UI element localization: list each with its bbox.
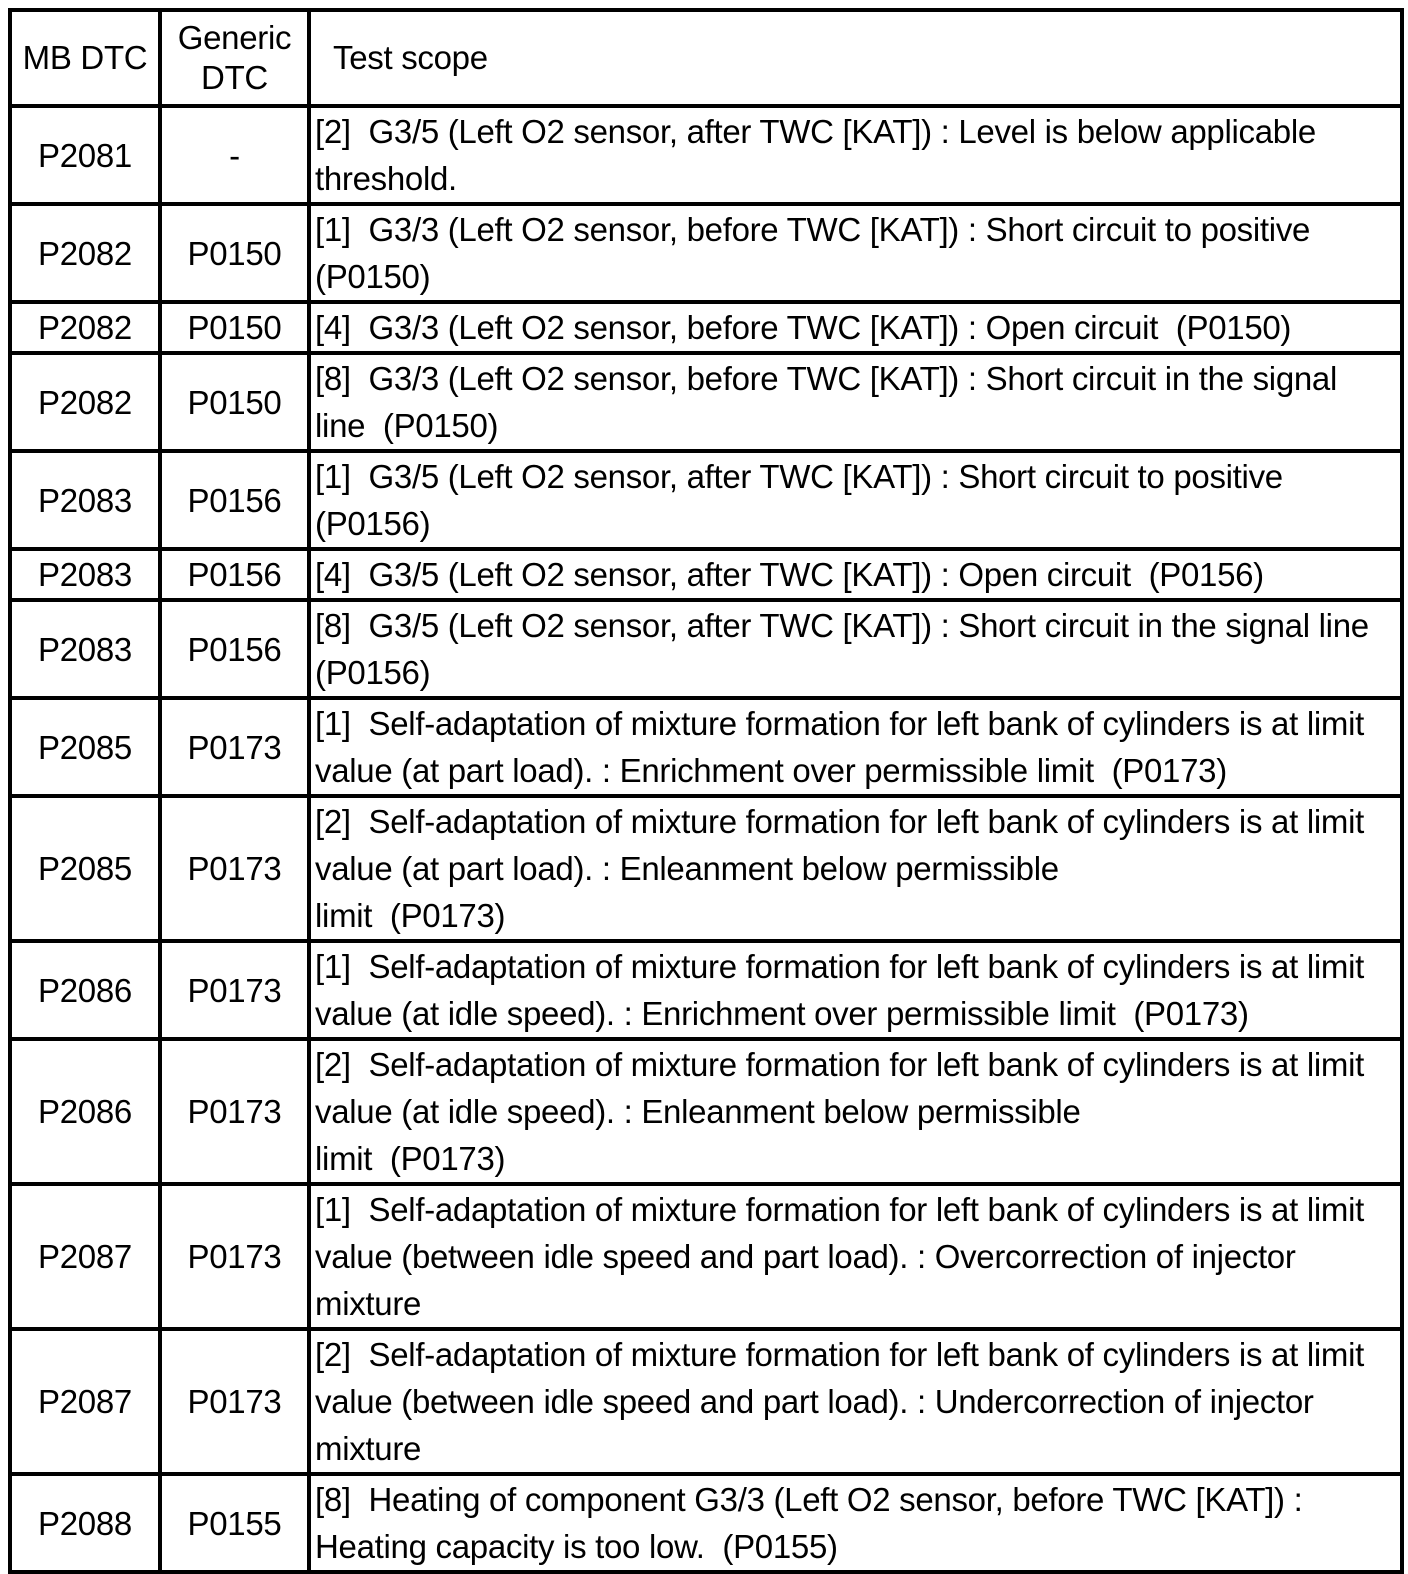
table-header-row xyxy=(10,10,1402,106)
table-row xyxy=(10,1329,1402,1474)
generic-dtc-cell: P0173 xyxy=(160,796,309,941)
table-row xyxy=(10,1474,1402,1572)
mb-dtc-cell: P2087 xyxy=(10,1329,160,1474)
test-scope-cell: [4] G3/5 (Left O2 sensor, after TWC [KAT]) : Open circuit (P0156) xyxy=(309,549,1402,600)
table-row xyxy=(10,1184,1402,1329)
mb-dtc-cell: P2082 xyxy=(10,353,160,451)
generic-dtc-cell: P0156 xyxy=(160,600,309,698)
test-scope-cell: [2] G3/5 (Left O2 sensor, after TWC [KAT]) : Level is below applicable threshold. xyxy=(309,106,1402,204)
generic-dtc-cell: P0155 xyxy=(160,1474,309,1572)
mb-dtc-cell: P2087 xyxy=(10,1184,160,1329)
generic-dtc-cell: P0156 xyxy=(160,451,309,549)
table-row xyxy=(10,796,1402,941)
test-scope-cell: [1] Self-adaptation of mixture formation for left bank of cylinders is at limit value (at idle speed). : Enrichment over permissible limit (P0173) xyxy=(309,941,1402,1039)
table-row xyxy=(10,549,1402,600)
table-row xyxy=(10,1039,1402,1184)
test-scope-cell: [2] Self-adaptation of mixture formation for left bank of cylinders is at limit value (at part load). : Enleanment below permissible limit (P0173) xyxy=(309,796,1402,941)
generic-dtc-cell: P0173 xyxy=(160,1329,309,1474)
dtc-table xyxy=(8,8,1404,1574)
mb-dtc-cell: P2088 xyxy=(10,1474,160,1572)
mb-dtc-cell: P2085 xyxy=(10,698,160,796)
table-row xyxy=(10,353,1402,451)
table-row xyxy=(10,204,1402,302)
generic-dtc-cell: P0150 xyxy=(160,204,309,302)
generic-dtc-cell: - xyxy=(160,106,309,204)
mb-dtc-cell: P2083 xyxy=(10,549,160,600)
test-scope-cell: [1] G3/3 (Left O2 sensor, before TWC [KAT]) : Short circuit to positive (P0150) xyxy=(309,204,1402,302)
generic-dtc-cell: P0156 xyxy=(160,549,309,600)
mb-dtc-cell: P2085 xyxy=(10,796,160,941)
test-scope-cell: [4] G3/3 (Left O2 sensor, before TWC [KAT]) : Open circuit (P0150) xyxy=(309,302,1402,353)
table-row xyxy=(10,302,1402,353)
test-scope-cell: [8] G3/3 (Left O2 sensor, before TWC [KAT]) : Short circuit in the signal line (P0150) xyxy=(309,353,1402,451)
mb-dtc-cell: P2082 xyxy=(10,204,160,302)
table-row xyxy=(10,698,1402,796)
table-row xyxy=(10,600,1402,698)
test-scope-cell: [1] G3/5 (Left O2 sensor, after TWC [KAT]) : Short circuit to positive (P0156) xyxy=(309,451,1402,549)
test-scope-cell: [1] Self-adaptation of mixture formation for left bank of cylinders is at limit value (between idle speed and part load). : Overcorrection of injector mixture xyxy=(309,1184,1402,1329)
mb-dtc-cell: P2082 xyxy=(10,302,160,353)
test-scope-cell: [2] Self-adaptation of mixture formation for left bank of cylinders is at limit value (between idle speed and part load). : Undercorrection of injector mixture xyxy=(309,1329,1402,1474)
table-row xyxy=(10,106,1402,204)
mb-dtc-cell: P2086 xyxy=(10,941,160,1039)
test-scope-cell: [1] Self-adaptation of mixture formation for left bank of cylinders is at limit value (at part load). : Enrichment over permissible limit (P0173) xyxy=(309,698,1402,796)
test-scope-cell: [8] G3/5 (Left O2 sensor, after TWC [KAT]) : Short circuit in the signal line (P0156) xyxy=(309,600,1402,698)
header-generic-dtc-line1: Generic xyxy=(177,19,292,56)
generic-dtc-cell: P0173 xyxy=(160,1184,309,1329)
table-row xyxy=(10,941,1402,1039)
generic-dtc-cell: P0173 xyxy=(160,1039,309,1184)
header-generic-dtc-line2: DTC xyxy=(201,59,268,96)
test-scope-cell: [2] Self-adaptation of mixture formation for left bank of cylinders is at limit value (at idle speed). : Enleanment below permissible limit (P0173) xyxy=(309,1039,1402,1184)
generic-dtc-cell: P0150 xyxy=(160,353,309,451)
header-test-scope: Test scope xyxy=(309,10,1402,106)
mb-dtc-cell: P2086 xyxy=(10,1039,160,1184)
mb-dtc-cell: P2081 xyxy=(10,106,160,204)
test-scope-cell: [8] Heating of component G3/3 (Left O2 sensor, before TWC [KAT]) : Heating capacity is too low. (P0155) xyxy=(309,1474,1402,1572)
generic-dtc-cell: P0173 xyxy=(160,941,309,1039)
header-generic-dtc xyxy=(160,10,309,106)
mb-dtc-cell: P2083 xyxy=(10,451,160,549)
header-mb-dtc: MB DTC xyxy=(10,10,160,106)
table-row xyxy=(10,451,1402,549)
mb-dtc-cell: P2083 xyxy=(10,600,160,698)
generic-dtc-cell: P0150 xyxy=(160,302,309,353)
generic-dtc-cell: P0173 xyxy=(160,698,309,796)
